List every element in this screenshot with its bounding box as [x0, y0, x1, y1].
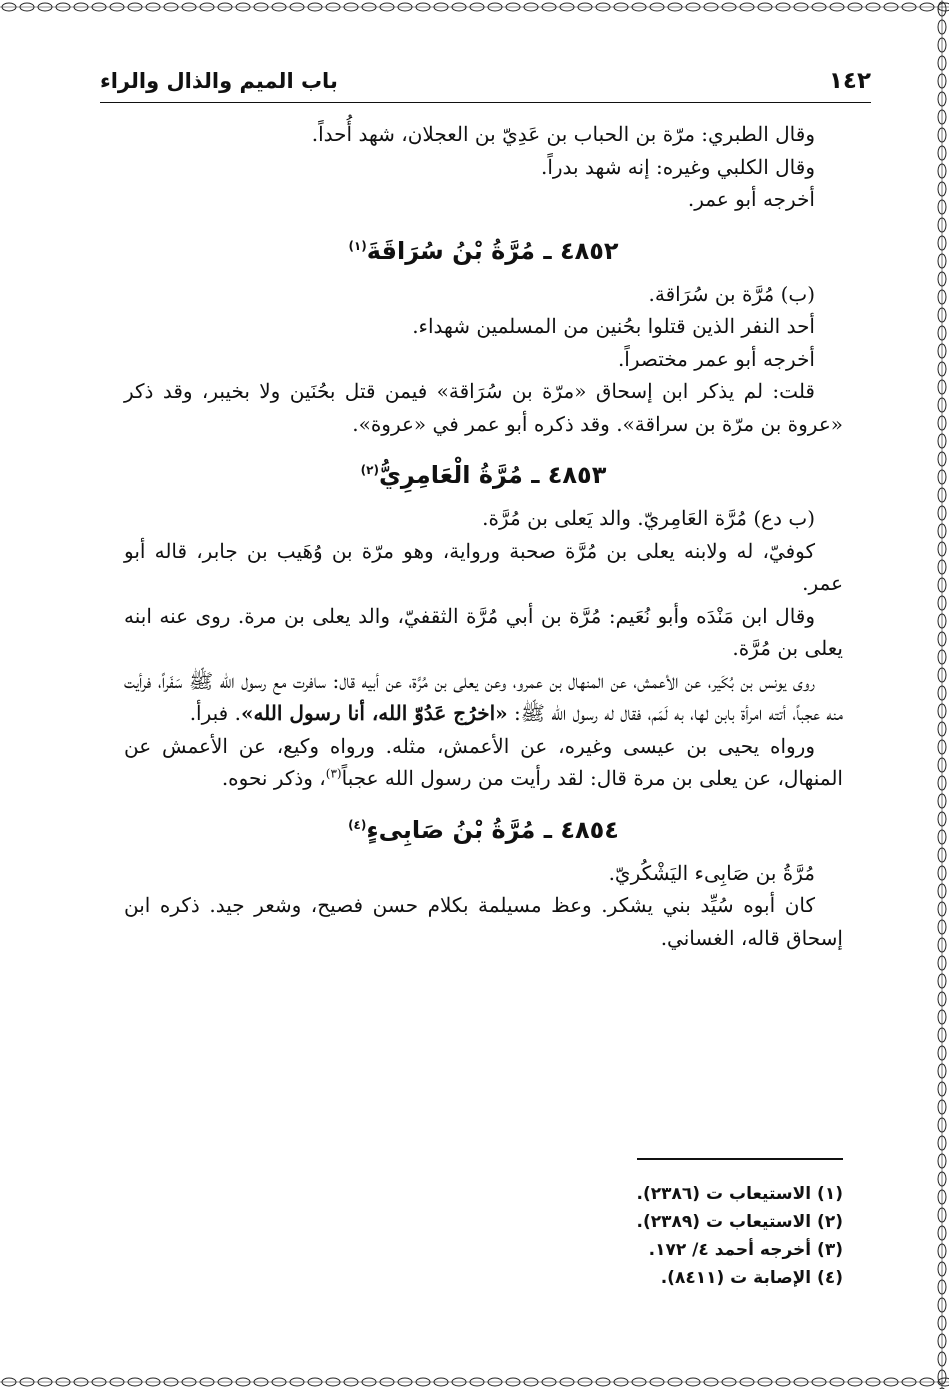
running-title: باب الميم والذال والراء: [100, 69, 338, 93]
footnote: (٢) الاستيعاب ت (٢٣٨٩).: [636, 1212, 843, 1232]
page-header: [100, 68, 871, 103]
entry-heading-text: ٤٨٥٤ ـ مُرَّةُ بْنُ صَابِىءٍ: [366, 815, 619, 844]
footnote-divider: [637, 1158, 843, 1160]
paragraph: (ب) مُرَّة بن سُرَاقة.: [648, 281, 815, 306]
paragraph: وقال الطبري: مرّة بن الحباب بن عَدِيّ بن العجلان، شهد أُحداً.: [311, 122, 815, 146]
paragraph: [124, 730, 843, 795]
paragraph: كوفيّ، له ولابنه يعلى بن مُرَّة صحبة ورواية، وهو مرّة بن وُهَيب بن جابر، قاله أبو عمر.: [124, 538, 843, 595]
paragraph: كان أبوه سُيِّد بني يشكر. وعظ مسيلمة بكلام حسن فصيح، وشعر جيد. ذكره ابن إسحاق قاله، الغساني.: [124, 893, 843, 950]
paragraph: مُرَّةُ بن صَابِىء اليَشْكُريّ.: [608, 860, 815, 885]
footnotes: [300, 1180, 843, 1292]
right-border-ornament: [935, 0, 949, 1389]
entry-heading-text: ٤٨٥٣ ـ مُرَّةُ الْعَامِرِيُّ: [378, 461, 607, 489]
footnote-ref: (٢): [360, 463, 379, 477]
paragraph: قلت: لم يذكر ابن إسحاق «مرّة بن سُرَاقة» فيمن قتل بحُنَين ولا بخيبر، وقد ذكر «عروة بن مرّة بن سراقة». وقد ذكره أبو عمر في «عروة».: [124, 379, 843, 436]
footnote-ref: (١): [348, 238, 367, 253]
page-number: ١٤٢: [828, 68, 871, 94]
paragraph: أحد النفر الذين قتلوا بحُنين من المسلمين شهداء.: [412, 314, 815, 338]
footnote: (١) الاستيعاب ت (٢٣٨٦).: [636, 1184, 843, 1204]
paragraph: (ب دع) مُرَّة العَامِريّ. والد يَعلى بن مُرَّة.: [482, 506, 815, 530]
paragraph-text: ورواه يحيى بن عيسى وغيره، عن الأعمش، مثله. ورواه وكيع، عن الأعمش عن المنهال، عن يعلى بن مرة قال: لقد رأيت من رسول الله عجباً: [124, 733, 843, 790]
footnote-ref: (٣): [325, 766, 342, 781]
entry-heading-text: ٤٨٥٢ ـ مُرَّةُ بْنُ سُرَاقَةَ: [366, 236, 619, 265]
paragraph-text: ، وذكر نحوه.: [221, 766, 326, 790]
footnote: (٣) أخرجه أحمد ٤/ ١٧٢.: [648, 1240, 843, 1260]
paragraph-text: روى يونس بن بُكَير، عن الأعمش، عن المنهال بن عمرو، وعن يعلى بن مُرَّة، عن أبيه قال: سافرت مع رسول الله ﷺ سَفَراً، فرأيت منه عجباً، أتته امرأة بابن لها، به لَمَم، فقال له رسول الله ﷺ:: [124, 668, 843, 725]
paragraph: أخرجه أبو عمر مختصراً.: [617, 346, 815, 371]
bottom-border-ornament: [0, 1375, 949, 1389]
main-text: [124, 118, 843, 954]
footnote-ref: (٤): [348, 817, 367, 832]
top-border-ornament: [0, 0, 949, 14]
paragraph: أخرجه أبو عمر.: [687, 187, 815, 211]
entry-heading-4853: [124, 458, 843, 492]
footnote: (٤) الإصابة ت (٨٤١١).: [660, 1268, 843, 1288]
hadith-quote: «اخرُج عَدُوّ الله، أنا رسول الله»: [240, 701, 508, 725]
paragraph-text: . فبرأ.: [189, 701, 241, 725]
paragraph: وقال ابن مَنْدَه وأبو نُعَيم: مُرَّة بن أبي مُرَّة الثقفيّ، والد يعلى بن مرة. روى عنه ابنه يعلى بن مُرَّة.: [124, 603, 843, 660]
entry-heading-4854: [124, 813, 843, 847]
paragraph: وقال الكلبي وغيره: إنه شهد بدراً.: [540, 154, 815, 179]
entry-heading-4852: [124, 234, 843, 268]
paragraph: [124, 665, 843, 730]
